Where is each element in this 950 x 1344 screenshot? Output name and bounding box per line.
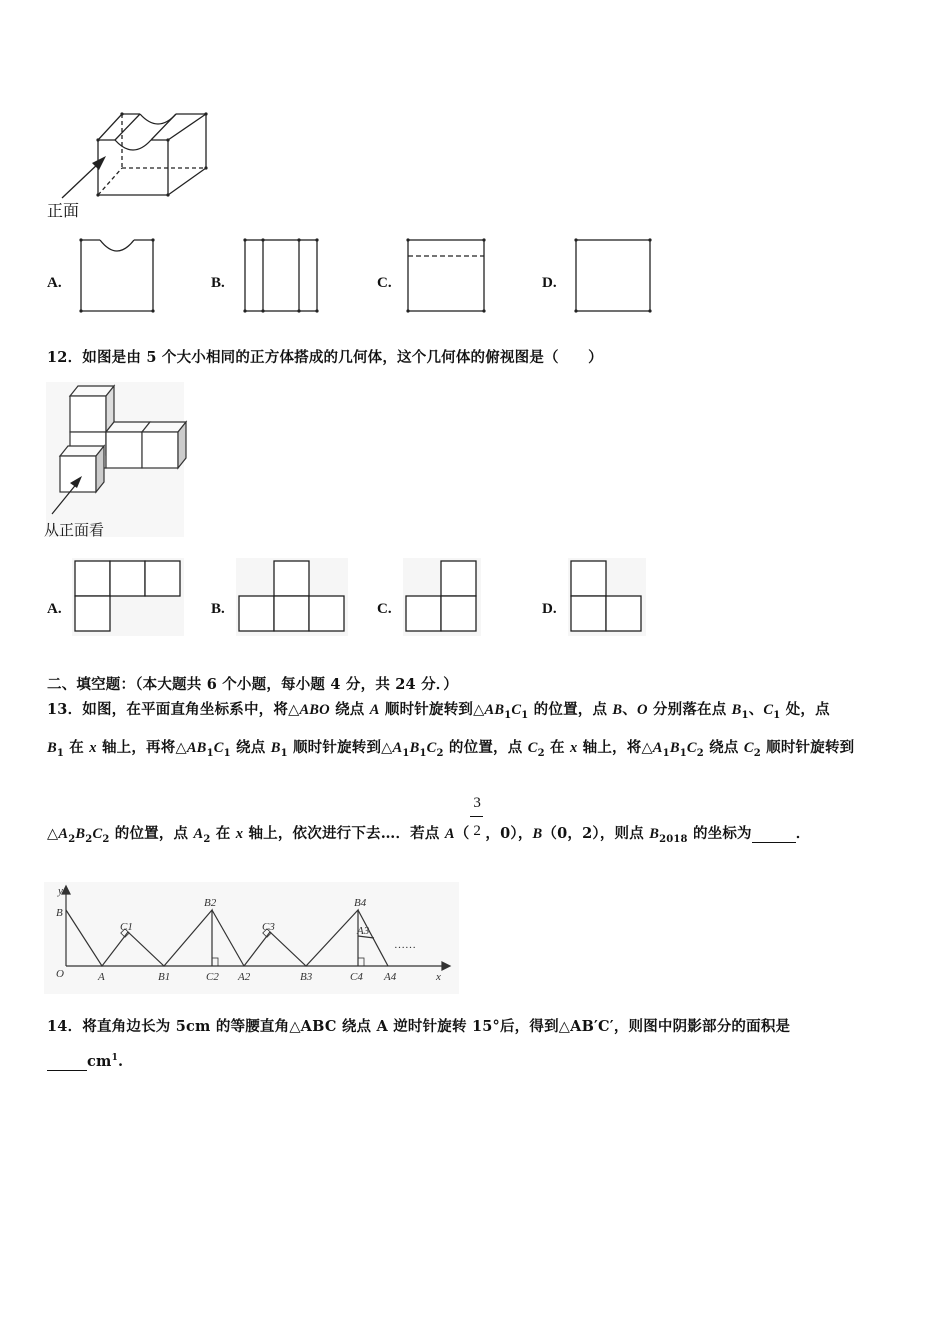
q12-option-c-view[interactable] [403,558,481,636]
q12-option-c-label[interactable]: C. [377,601,392,617]
q11-option-a-view[interactable] [78,236,158,316]
q13-answer-blank[interactable] [752,825,796,843]
q12-option-a-label[interactable]: A. [47,601,62,617]
point-c3-label: C3 [262,921,275,933]
q14-line2 [47,1053,123,1071]
q11-option-b-view[interactable] [242,236,322,316]
point-a-label: A [98,971,105,983]
point-b-label: B [56,907,63,919]
x-axis-label: x [436,971,441,983]
y-axis-label: y [58,885,63,897]
point-b2-label: B2 [204,897,217,909]
q11-option-a-label[interactable]: A. [47,275,62,291]
point-b1-label: B1 [158,971,171,983]
q14-unit-superscript: 1 [111,1053,119,1064]
fraction-three-halves: $\frac{3}{2}$ [469,827,485,841]
point-a4-label: A4 [384,971,397,983]
origin-label: O [56,968,64,980]
q13-line1: 13．如图，在平面直角坐标系中，将△ABO 绕点 A 顺时针旋转到$\triangle AB_1C_1$ 的位置，点 B、O 分别落在点 $B_1$、$C_1$ 处，点 [47,701,830,721]
q12-stem: 12．如图是由 5 个大小相同的正方体搭成的几何体，这个几何体的俯视图是（ ） [47,349,603,366]
point-b4-label: B4 [354,897,367,909]
q11-option-c-label[interactable]: C. [377,275,392,291]
q12-view-label: 从正面看 [44,521,105,539]
q12-option-b-label[interactable]: B. [211,601,225,617]
q12-option-d-label[interactable]: D. [542,601,557,617]
continuation-dots: …… [394,939,416,951]
front-label: 正面 [47,201,80,220]
q12-option-a-view[interactable] [72,558,184,636]
q11-option-d-label[interactable]: D. [542,275,557,291]
q13-line3: $\triangle A_2B_2C_2$ 的位置，点 $A_2$ 在 x 轴上，依次进行下去…．若点 A（ $\frac{3}{2}$ ，0），B（0，2），则点 $B_{2018}$ 的坐标为 ． [47,795,811,845]
section2-heading: 二、填空题：（本大题共 6 个小题，每小题 4 分，共 24 分．） [47,676,458,693]
q12-cubes-figure [46,382,186,537]
point-c4-label: C4 [350,971,363,983]
q13-line2: $B_1$ 在 x 轴上，再将$\triangle AB_1C_1$ 绕点 $B_1$ 顺时针旋转到$\triangle A_1B_1C_2$ 的位置，点 $C_2$ 在 x 轴上，将$\triangle A_1B_1C_2$ 绕点 $C_2$ 顺时针旋转到 [47,739,855,759]
point-a2-label: A2 [238,971,251,983]
q13-rotation-figure [44,882,459,994]
q14-period: . [118,1053,124,1070]
q11-option-c-view[interactable] [405,236,489,316]
q11-option-b-label[interactable]: B. [211,275,225,291]
point-a3-label: A3 [357,925,370,937]
q14-line1: 14．将直角边长为 5cm 的等腰直角△ABC 绕点 A 逆时针旋转 15°后，得到△AB′C′，则图中阴影部分的面积是 [47,1018,791,1035]
point-b3-label: B3 [300,971,313,983]
q14-unit: cm [87,1053,112,1070]
q12-option-b-view[interactable] [236,558,348,636]
q11-option-d-view[interactable] [573,236,657,316]
q14-answer-blank[interactable] [47,1053,87,1071]
q12-option-d-view[interactable] [568,558,646,636]
point-c2-label: C2 [206,971,219,983]
point-c1-label: C1 [120,921,133,933]
